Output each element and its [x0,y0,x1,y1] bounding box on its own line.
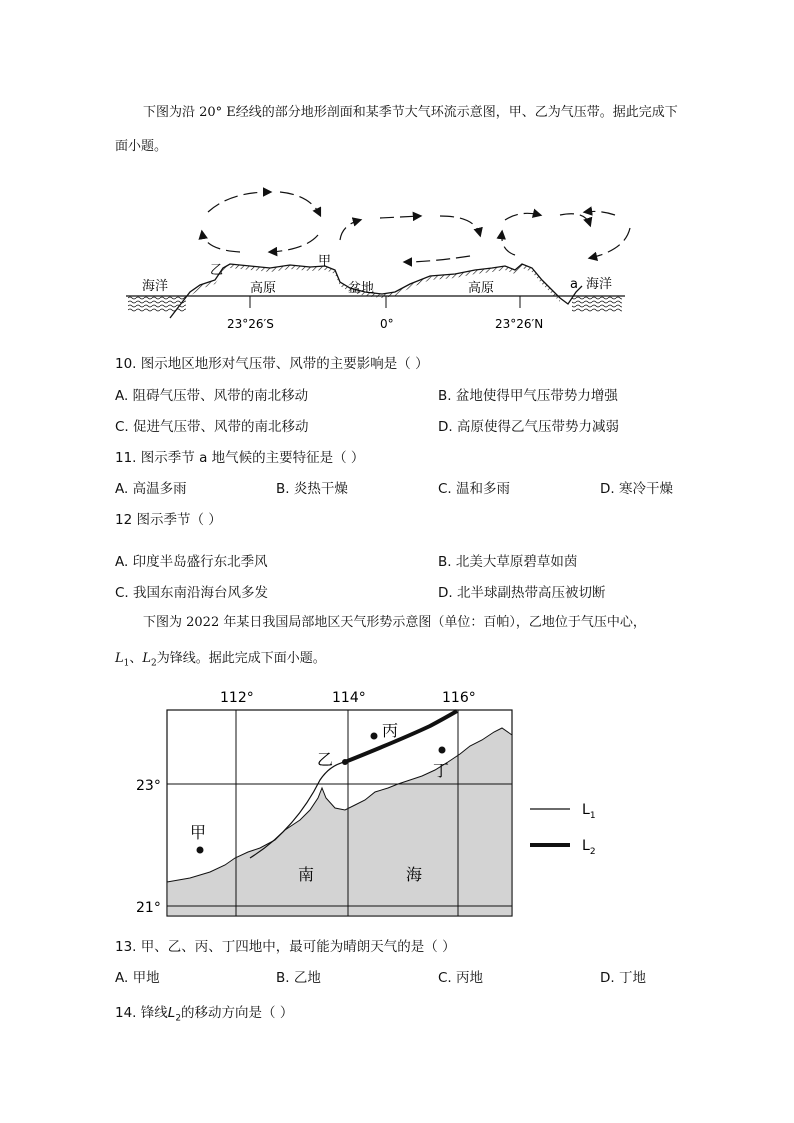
terrain-circulation-figure [120,180,640,340]
question-14-stem-pre: 锋线 [140,1005,168,1021]
label-ding: 丁 [433,761,450,780]
label-jia: 甲 [190,823,207,842]
front-symbol-l1: L [115,651,124,666]
question-14-stem-post: 的移动方向是（ ） [181,1005,294,1021]
label-point-a: a [570,277,578,292]
label-sea-nan: 南 [298,865,315,884]
q13-option-a[interactable]: A. 甲地 [115,970,160,986]
marker-ding [439,747,446,754]
question-13-number: 13. [115,939,137,955]
label-plateau-left: 高原 [250,281,277,296]
label-bing: 丙 [382,721,399,740]
marker-bing [371,733,378,740]
label-sea-hai: 海 [406,865,423,884]
question-10-number: 10. [115,356,137,372]
q10-option-c[interactable]: C. 促进气压带、风带的南北移动 [115,419,309,435]
circulation-cell-north [502,211,630,258]
q11-option-c[interactable]: C. 温和多雨 [438,481,511,497]
legend-l1-label: $L_1$ [582,802,596,821]
intro-paragraph-2-line2: $L_1$、$L_2$为锋线。据此完成下面小题。 [115,651,326,669]
question-13 [115,935,456,955]
q11-option-d[interactable]: D. 寒冷干燥 [600,481,673,497]
question-14: 14. 锋线$L_2$的移动方向是（ ） [115,1005,294,1024]
legend-l2-label: $L_2$ [582,838,596,857]
label-lon-112: 112° [220,690,254,706]
label-lon-116: 116° [442,690,476,706]
front-symbol-l2: L [142,651,152,666]
question-14-number: 14. [115,1005,137,1021]
q12-option-a[interactable]: A. 印度半岛盛行东北季风 [115,554,268,570]
q10-option-b[interactable]: B. 盆地使得甲气压带势力增强 [438,388,618,404]
q10-option-d[interactable]: D. 高原使得乙气压带势力减弱 [438,419,619,435]
ocean-left-shape [128,296,186,312]
label-lat-0: 0° [380,317,394,331]
question-14-front-symbol: L [167,1005,176,1021]
question-11-number: 11. [115,450,137,466]
label-lat-23n: 23°26′N [495,317,544,331]
q12-option-d[interactable]: D. 北半球副热带高压被切断 [438,585,606,601]
q13-option-d[interactable]: D. 丁地 [600,970,646,986]
question-10-stem: 图示地区地形对气压带、风带的主要影响是（ ） [140,356,429,372]
question-12 [115,508,222,528]
q13-option-c[interactable]: C. 丙地 [438,970,484,986]
label-jia-pressure-belt: 甲 [318,254,332,269]
intro-paragraph-1: 下图为沿 20° E经线的部分地形剖面和某季节大气环流示意图，甲、乙为气压带。据此完成下面小题。 [115,105,678,154]
question-11 [115,446,364,466]
question-11-stem: 图示季节 a 地气候的主要特征是（ ） [140,450,365,466]
marker-yi [342,759,348,765]
label-yi-pressure-belt: 乙 [210,263,224,278]
q12-option-c[interactable]: C. 我国东南沿海台风多发 [115,585,269,601]
terrain-profile [170,264,582,318]
ocean-right-shape [572,296,622,312]
label-lat-21: 21° [136,900,161,916]
question-13-stem: 甲、乙、丙、丁四地中，最可能为晴朗天气的是（ ） [140,939,456,955]
question-12-number: 12 [115,512,133,528]
label-ocean-right: 海洋 [586,277,613,292]
q11-option-b[interactable]: B. 炎热干燥 [276,481,348,497]
q10-option-a[interactable]: A. 阻碍气压带、风带的南北移动 [115,388,309,404]
label-yi: 乙 [317,750,334,769]
question-10 [115,352,429,372]
q11-option-a[interactable]: A. 高温多雨 [115,481,187,497]
label-lon-114: 114° [332,690,366,706]
label-plateau-right: 高原 [468,281,495,296]
q12-option-b[interactable]: B. 北美大草原碧草如茵 [438,554,578,570]
circulation-cell-equatorial [340,216,480,262]
weather-map-figure [130,680,650,925]
label-lat-23: 23° [136,778,161,794]
question-12-stem: 图示季节（ ） [136,512,222,528]
label-ocean-left: 海洋 [142,279,169,294]
label-lat-23s: 23°26′S [227,317,274,331]
intro-paragraph-2-line1: 下图为 2022 年某日我国局部地区天气形势示意图（单位：百帕），乙地位于气压中心， [143,615,646,630]
circulation-cell-south [202,192,320,252]
label-basin: 盆地 [348,281,375,296]
marker-jia [197,847,204,854]
q13-option-b[interactable]: B. 乙地 [276,970,321,986]
